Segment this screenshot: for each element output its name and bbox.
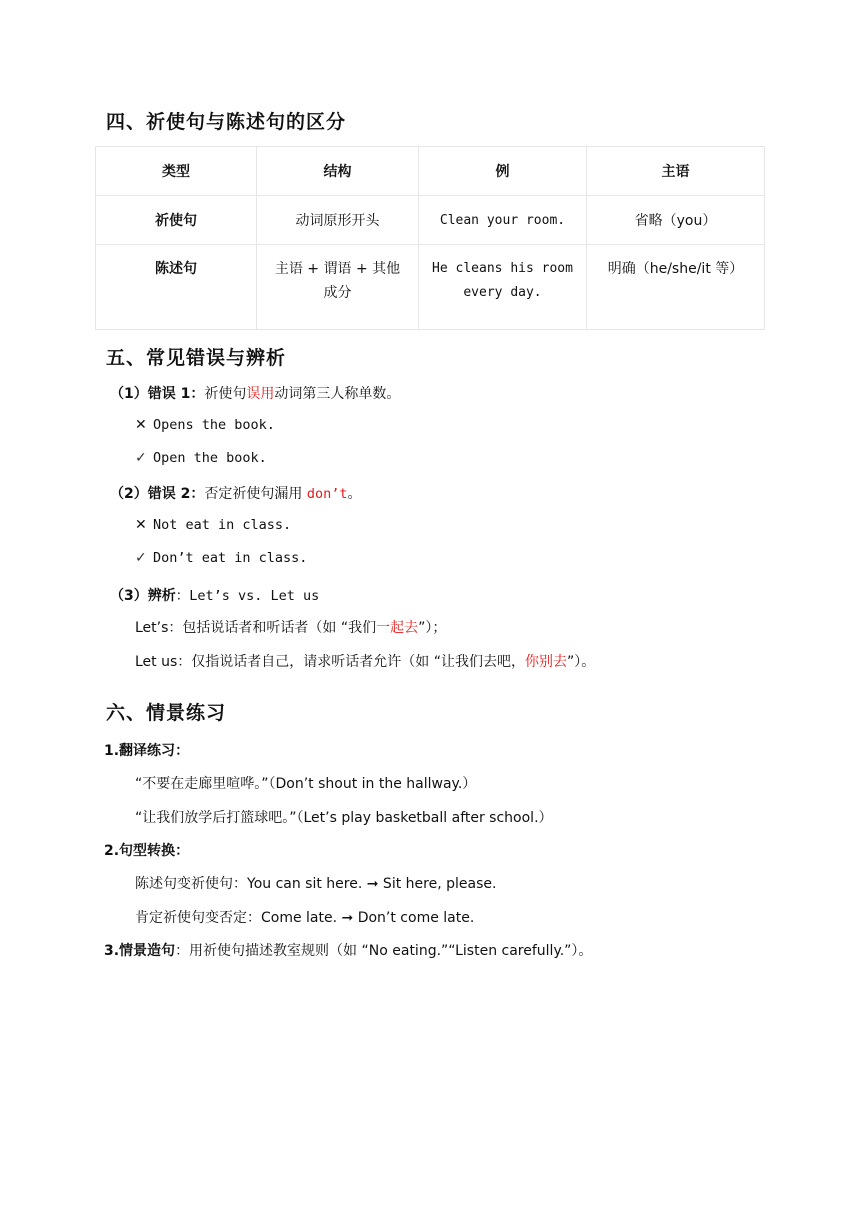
comparison-table bbox=[95, 146, 765, 330]
cell-structure-line1: 主语 + 谓语 + 其他 bbox=[274, 261, 401, 277]
error-1-text-b: 动词第三人称单数。 bbox=[274, 386, 401, 402]
practice-3-text: ：用祈使句描述教室规则（如 “No eating.”“Listen carefully.”）。 bbox=[175, 943, 593, 959]
practice-2-colon: ： bbox=[175, 843, 190, 859]
letus-text-a: Let us：仅指说话者自己，请求听话者允许（如 “让我们去吧， bbox=[135, 654, 525, 670]
header-example: 例 bbox=[419, 147, 587, 196]
error-2-right: Don’t eat in class. bbox=[153, 550, 308, 566]
error-2-right-line bbox=[135, 550, 307, 566]
cell-structure-line2: 成分 bbox=[323, 285, 352, 301]
header-subject: 主语 bbox=[587, 147, 765, 196]
practice-1-label: 1.翻译练习 bbox=[104, 743, 176, 759]
letus-line bbox=[135, 651, 595, 671]
practice-2-heading bbox=[104, 840, 189, 860]
error-1-wrong: Opens the book. bbox=[153, 417, 275, 433]
error-1-line bbox=[110, 383, 400, 403]
cell-example bbox=[419, 245, 587, 330]
check-icon: ✓ bbox=[135, 450, 147, 466]
practice-1-line-1: “不要在走廊里喧哗。”（Don’t shout in the hallway.） bbox=[135, 776, 477, 792]
cross-icon: ✕ bbox=[135, 417, 147, 433]
error-2-text-red: don’t bbox=[306, 486, 348, 502]
cell-example: Clean your room. bbox=[419, 196, 587, 245]
cell-type: 陈述句 bbox=[96, 245, 257, 330]
error-1-text-red: 误用 bbox=[246, 386, 275, 402]
cell-subject: 省略（you） bbox=[587, 196, 765, 245]
cell-example-line1: He cleans his room bbox=[432, 261, 573, 276]
cell-example-line2: every day. bbox=[463, 285, 542, 300]
error-2-text-b: 。 bbox=[347, 486, 362, 502]
cell-structure: 动词原形开头 bbox=[257, 196, 419, 245]
error-2-text-a: 否定祈使句漏用 bbox=[204, 486, 307, 502]
section-5-title: 五、常见错误与辨析 bbox=[106, 347, 287, 369]
practice-2-label: 2.句型转换 bbox=[104, 843, 176, 859]
lets-text-a: Let’s：包括说话者和听话者（如 “我们 bbox=[135, 620, 377, 636]
table-row bbox=[96, 245, 765, 330]
lets-text-b: ”）； bbox=[418, 620, 447, 636]
lets-line bbox=[135, 617, 446, 637]
error-2-label: （2）错误 2 bbox=[110, 486, 191, 502]
analysis-text: ：Let’s vs. Let us bbox=[175, 588, 320, 604]
practice-1-heading bbox=[104, 740, 189, 760]
practice-3-line bbox=[104, 940, 592, 960]
table-header-row bbox=[96, 147, 765, 196]
cross-icon: ✕ bbox=[135, 517, 147, 533]
error-2-wrong: Not eat in class. bbox=[153, 517, 292, 533]
header-type: 类型 bbox=[96, 147, 257, 196]
lets-text-red: 一起去 bbox=[376, 620, 419, 636]
analysis-label: （3）辨析 bbox=[110, 588, 176, 604]
error-2-colon: ： bbox=[190, 486, 205, 502]
error-1-wrong-line bbox=[135, 417, 275, 433]
letus-text-b: ”）。 bbox=[566, 654, 596, 670]
error-1-text-a: 祈使句 bbox=[204, 386, 247, 402]
cell-type: 祈使句 bbox=[96, 196, 257, 245]
section-4-title: 四、祈使句与陈述句的区分 bbox=[106, 111, 347, 133]
header-structure: 结构 bbox=[257, 147, 419, 196]
error-1-colon: ： bbox=[190, 386, 205, 402]
practice-3-label: 3.情景造句 bbox=[104, 943, 176, 959]
cell-structure bbox=[257, 245, 419, 330]
error-1-right-line bbox=[135, 450, 267, 466]
error-2-wrong-line bbox=[135, 517, 291, 533]
cell-subject: 明确（he/she/it 等） bbox=[587, 245, 765, 330]
analysis-line bbox=[110, 584, 319, 605]
practice-1-colon: ： bbox=[175, 743, 190, 759]
error-1-label: （1）错误 1 bbox=[110, 386, 191, 402]
practice-1-line-2: “让我们放学后打篮球吧。”（Let’s play basketball after school.） bbox=[135, 810, 553, 826]
error-1-right: Open the book. bbox=[153, 450, 267, 466]
section-6-title: 六、情景练习 bbox=[106, 702, 227, 724]
practice-2-line-1: 陈述句变祈使句：You can sit here. ➞ Sit here, please. bbox=[135, 876, 497, 892]
error-2-line bbox=[110, 483, 361, 503]
letus-text-red: 你别去 bbox=[524, 654, 567, 670]
table-row bbox=[96, 196, 765, 245]
check-icon: ✓ bbox=[135, 550, 147, 566]
practice-2-line-2: 肯定祈使句变否定：Come late. ➞ Don’t come late. bbox=[135, 910, 475, 926]
